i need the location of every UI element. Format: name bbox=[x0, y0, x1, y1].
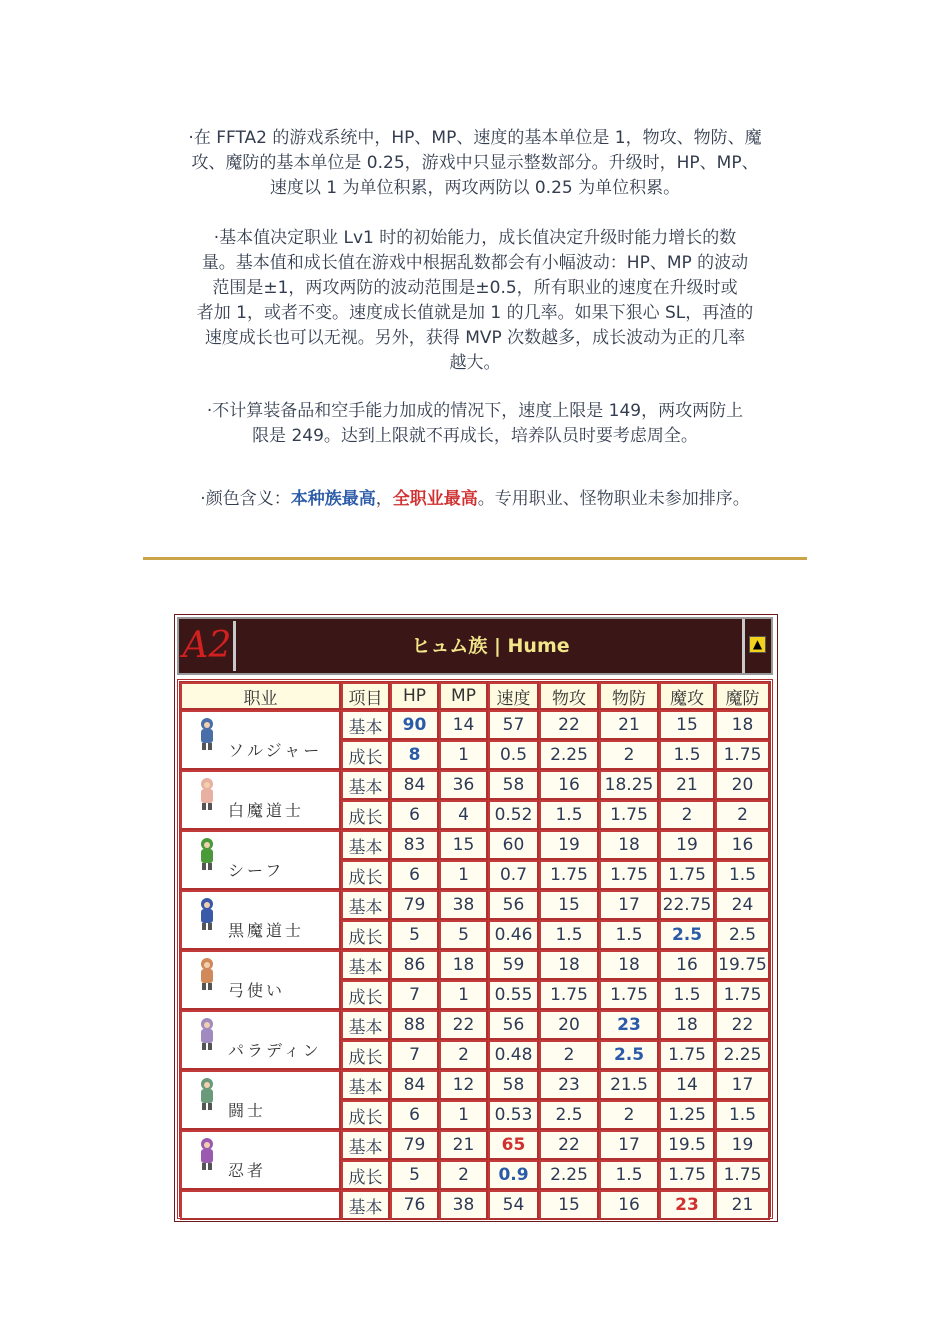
stat-value: 2 bbox=[539, 1040, 599, 1070]
row-label: 基本 bbox=[341, 1130, 390, 1160]
job-sprite-icon bbox=[196, 1017, 218, 1051]
job-cell bbox=[180, 830, 341, 890]
stat-value: 56 bbox=[488, 1010, 539, 1040]
stat-value: 2 bbox=[439, 1040, 488, 1070]
stat-value: 0.53 bbox=[488, 1100, 539, 1130]
row-label: 基本 bbox=[341, 950, 390, 980]
stat-value: 21 bbox=[715, 1190, 770, 1220]
stat-value: 19.75 bbox=[715, 950, 770, 980]
header-8: 魔防 bbox=[715, 682, 770, 710]
stat-value: 20 bbox=[539, 1010, 599, 1040]
race-banner bbox=[177, 617, 773, 675]
stat-value: 1.5 bbox=[715, 1100, 770, 1130]
row-label: 成长 bbox=[341, 920, 390, 950]
stat-value: 60 bbox=[488, 830, 539, 860]
stat-value: 1.5 bbox=[539, 920, 599, 950]
stat-value: 7 bbox=[390, 1040, 439, 1070]
paragraph-line: 速度以 1 为单位积累，两攻两防以 0.25 为单位积累。 bbox=[269, 178, 681, 198]
stat-value: 22 bbox=[539, 1130, 599, 1160]
stat-value: 56 bbox=[488, 890, 539, 920]
stat-value: 15 bbox=[539, 890, 599, 920]
job-name: 弓使い bbox=[228, 980, 286, 1000]
stat-value: 84 bbox=[390, 770, 439, 800]
stat-value: 19 bbox=[659, 830, 715, 860]
job-name: 白魔道士 bbox=[228, 800, 305, 820]
stat-value: 1 bbox=[439, 740, 488, 770]
stat-value: 1.75 bbox=[715, 1160, 770, 1190]
stat-value: 76 bbox=[390, 1190, 439, 1220]
color-legend bbox=[176, 487, 774, 512]
stat-value: 88 bbox=[390, 1010, 439, 1040]
paragraph-line: 越大。 bbox=[449, 353, 501, 373]
stat-value: 6 bbox=[390, 800, 439, 830]
job-sprite-icon bbox=[196, 1137, 218, 1171]
job-sprite-icon bbox=[196, 777, 218, 811]
stat-value: 84 bbox=[390, 1070, 439, 1100]
stat-value: 15 bbox=[659, 710, 715, 740]
stat-value: 0.52 bbox=[488, 800, 539, 830]
stat-value: 2.25 bbox=[715, 1040, 770, 1070]
job-name: 黒魔道士 bbox=[228, 920, 305, 940]
stat-value: 2.5 bbox=[659, 920, 715, 950]
paragraph-line: 速度成长也可以无视。另外，获得 MVP 次数越多，成长波动为正的几率 bbox=[204, 328, 746, 348]
stat-value: 5 bbox=[390, 1160, 439, 1190]
row-label: 基本 bbox=[341, 830, 390, 860]
stat-value: 1.5 bbox=[599, 920, 659, 950]
stat-value: 5 bbox=[439, 920, 488, 950]
row-label: 基本 bbox=[341, 1190, 390, 1220]
stat-value: 58 bbox=[488, 1070, 539, 1100]
header-2: HP bbox=[390, 682, 439, 710]
a2-logo: A2 bbox=[181, 621, 236, 671]
job-name: シーフ bbox=[228, 860, 285, 880]
up-arrow-icon[interactable]: ▲ bbox=[749, 636, 766, 653]
legend-blue: 本种族最高 bbox=[290, 489, 376, 509]
paragraph-line: 者加 1，或者不变。速度成长值就是加 1 的几率。如果下狠心 SL，再渣的 bbox=[196, 303, 754, 323]
stat-value: 23 bbox=[539, 1070, 599, 1100]
stat-value: 15 bbox=[439, 830, 488, 860]
stat-value: 1.75 bbox=[599, 980, 659, 1010]
stat-value: 79 bbox=[390, 1130, 439, 1160]
paragraph-line: ·基本值决定职业 Lv1 时的初始能力，成长值决定升级时能力增长的数 bbox=[213, 228, 737, 248]
stat-value: 5 bbox=[390, 920, 439, 950]
stat-value: 1.75 bbox=[659, 1040, 715, 1070]
stat-value: 21 bbox=[439, 1130, 488, 1160]
stats-grid bbox=[177, 679, 773, 1219]
stat-value: 15 bbox=[539, 1190, 599, 1220]
stat-value: 2 bbox=[439, 1160, 488, 1190]
job-name: パラディン bbox=[228, 1040, 322, 1060]
stat-value: 23 bbox=[659, 1190, 715, 1220]
legend-red: 全职业最高 bbox=[392, 489, 478, 509]
stat-value: 20 bbox=[715, 770, 770, 800]
stat-value: 36 bbox=[439, 770, 488, 800]
stat-value: 1.5 bbox=[539, 800, 599, 830]
paragraph-line: 范围是±1，两攻两防的波动范围是±0.5，所有职业的速度在升级时或 bbox=[212, 278, 738, 298]
stat-value: 0.5 bbox=[488, 740, 539, 770]
stat-value: 18 bbox=[599, 950, 659, 980]
header-7: 魔攻 bbox=[659, 682, 715, 710]
stat-value: 90 bbox=[390, 710, 439, 740]
row-label: 成长 bbox=[341, 740, 390, 770]
stat-value: 1.5 bbox=[659, 740, 715, 770]
header-1: 项目 bbox=[341, 682, 390, 710]
stat-value: 1.5 bbox=[599, 1160, 659, 1190]
job-sprite-icon bbox=[196, 837, 218, 871]
stat-value: 1.75 bbox=[715, 740, 770, 770]
stat-value: 38 bbox=[439, 890, 488, 920]
header-5: 物攻 bbox=[539, 682, 599, 710]
stat-value: 6 bbox=[390, 860, 439, 890]
stat-value: 16 bbox=[599, 1190, 659, 1220]
stat-value: 18 bbox=[715, 710, 770, 740]
job-cell bbox=[180, 1190, 341, 1220]
stat-value: 0.55 bbox=[488, 980, 539, 1010]
stat-value: 1 bbox=[439, 980, 488, 1010]
row-label: 成长 bbox=[341, 860, 390, 890]
job-cell bbox=[180, 950, 341, 1010]
paragraph-2 bbox=[176, 226, 774, 376]
stat-value: 6 bbox=[390, 1100, 439, 1130]
job-cell bbox=[180, 1010, 341, 1070]
header-4: 速度 bbox=[488, 682, 539, 710]
stat-value: 54 bbox=[488, 1190, 539, 1220]
stat-value: 83 bbox=[390, 830, 439, 860]
stat-value: 14 bbox=[659, 1070, 715, 1100]
stat-value: 38 bbox=[439, 1190, 488, 1220]
job-cell bbox=[180, 1070, 341, 1130]
row-label: 基本 bbox=[341, 1010, 390, 1040]
row-label: 基本 bbox=[341, 710, 390, 740]
race-title: ヒュム族 | Hume bbox=[239, 619, 745, 673]
stat-value: 8 bbox=[390, 740, 439, 770]
job-name: 闘士 bbox=[228, 1100, 267, 1120]
stat-value: 2 bbox=[599, 740, 659, 770]
job-name: ソルジャー bbox=[228, 740, 323, 760]
stat-value: 1.5 bbox=[659, 980, 715, 1010]
stat-value: 17 bbox=[599, 890, 659, 920]
row-label: 成长 bbox=[341, 1100, 390, 1130]
stat-value: 18 bbox=[439, 950, 488, 980]
stat-value: 16 bbox=[659, 950, 715, 980]
job-cell bbox=[180, 1130, 341, 1190]
job-sprite-icon bbox=[196, 717, 218, 751]
stat-value: 21.5 bbox=[599, 1070, 659, 1100]
stat-value: 58 bbox=[488, 770, 539, 800]
stat-value: 86 bbox=[390, 950, 439, 980]
stat-value: 14 bbox=[439, 710, 488, 740]
paragraph-1 bbox=[176, 126, 774, 201]
stat-value: 2.5 bbox=[715, 920, 770, 950]
stat-value: 0.48 bbox=[488, 1040, 539, 1070]
stat-value: 57 bbox=[488, 710, 539, 740]
stat-value: 23 bbox=[599, 1010, 659, 1040]
job-sprite-icon bbox=[196, 1077, 218, 1111]
paragraph-line: 限是 249。达到上限就不再成长，培养队员时要考虑周全。 bbox=[252, 426, 698, 446]
stat-value: 12 bbox=[439, 1070, 488, 1100]
stat-value: 21 bbox=[659, 770, 715, 800]
stat-value: 2.5 bbox=[539, 1100, 599, 1130]
row-label: 成长 bbox=[341, 980, 390, 1010]
header-3: MP bbox=[439, 682, 488, 710]
job-sprite-icon bbox=[196, 897, 218, 931]
job-cell bbox=[180, 770, 341, 830]
stat-value: 1.75 bbox=[659, 1160, 715, 1190]
stat-value: 1 bbox=[439, 860, 488, 890]
stat-value: 17 bbox=[715, 1070, 770, 1100]
header-0: 职业 bbox=[180, 682, 341, 710]
row-label: 基本 bbox=[341, 1070, 390, 1100]
stat-value: 1.75 bbox=[539, 860, 599, 890]
stat-value: 2 bbox=[659, 800, 715, 830]
stat-value: 1.75 bbox=[659, 860, 715, 890]
stat-value: 17 bbox=[599, 1130, 659, 1160]
stat-value: 16 bbox=[715, 830, 770, 860]
paragraph-line: 攻、魔防的基本单位是 0.25，游戏中只显示整数部分。升级时，HP、MP、 bbox=[191, 153, 759, 173]
stat-value: 18 bbox=[539, 950, 599, 980]
row-label: 基本 bbox=[341, 770, 390, 800]
stat-value: 79 bbox=[390, 890, 439, 920]
job-sprite-icon bbox=[196, 957, 218, 991]
stat-value: 1.75 bbox=[599, 860, 659, 890]
legend-suffix: 。专用职业、怪物职业未参加排序。 bbox=[477, 489, 750, 509]
job-name: 忍者 bbox=[228, 1160, 267, 1180]
paragraph-line: ·不计算装备品和空手能力加成的情况下，速度上限是 149，两攻两防上 bbox=[206, 401, 744, 421]
stat-value: 21 bbox=[599, 710, 659, 740]
stat-value: 22.75 bbox=[659, 890, 715, 920]
stat-value: 2 bbox=[715, 800, 770, 830]
stat-value: 22 bbox=[539, 710, 599, 740]
stat-value: 1.25 bbox=[659, 1100, 715, 1130]
stat-value: 2.5 bbox=[599, 1040, 659, 1070]
stat-value: 22 bbox=[439, 1010, 488, 1040]
stat-value: 18 bbox=[659, 1010, 715, 1040]
stat-value: 18 bbox=[599, 830, 659, 860]
stat-value: 0.9 bbox=[488, 1160, 539, 1190]
stat-value: 19 bbox=[539, 830, 599, 860]
stat-value: 2 bbox=[599, 1100, 659, 1130]
stat-value: 7 bbox=[390, 980, 439, 1010]
stat-value: 19 bbox=[715, 1130, 770, 1160]
row-label: 基本 bbox=[341, 890, 390, 920]
paragraph-3 bbox=[176, 399, 774, 449]
stat-value: 22 bbox=[715, 1010, 770, 1040]
stats-table bbox=[174, 614, 778, 1222]
stat-value: 4 bbox=[439, 800, 488, 830]
header-6: 物防 bbox=[599, 682, 659, 710]
stat-value: 1.75 bbox=[715, 980, 770, 1010]
legend-comma: ， bbox=[375, 489, 393, 509]
job-cell bbox=[180, 890, 341, 950]
stat-value: 65 bbox=[488, 1130, 539, 1160]
stat-value: 19.5 bbox=[659, 1130, 715, 1160]
paragraph-line: ·在 FFTA2 的游戏系统中，HP、MP、速度的基本单位是 1，物攻、物防、魔 bbox=[188, 128, 762, 148]
stat-value: 0.7 bbox=[488, 860, 539, 890]
divider-rule bbox=[143, 557, 807, 560]
stat-value: 59 bbox=[488, 950, 539, 980]
stat-value: 1.75 bbox=[599, 800, 659, 830]
stat-value: 24 bbox=[715, 890, 770, 920]
stat-value: 18.25 bbox=[599, 770, 659, 800]
row-label: 成长 bbox=[341, 800, 390, 830]
stat-value: 1 bbox=[439, 1100, 488, 1130]
paragraph-line: 量。基本值和成长值在游戏中根据乱数都会有小幅波动：HP、MP 的波动 bbox=[201, 253, 749, 273]
stat-value: 0.46 bbox=[488, 920, 539, 950]
stat-value: 1.5 bbox=[715, 860, 770, 890]
stat-value: 2.25 bbox=[539, 740, 599, 770]
stat-value: 2.25 bbox=[539, 1160, 599, 1190]
job-cell bbox=[180, 710, 341, 770]
row-label: 成长 bbox=[341, 1040, 390, 1070]
row-label: 成长 bbox=[341, 1160, 390, 1190]
legend-prefix: ·颜色含义： bbox=[200, 489, 291, 509]
stat-value: 1.75 bbox=[539, 980, 599, 1010]
stat-value: 16 bbox=[539, 770, 599, 800]
